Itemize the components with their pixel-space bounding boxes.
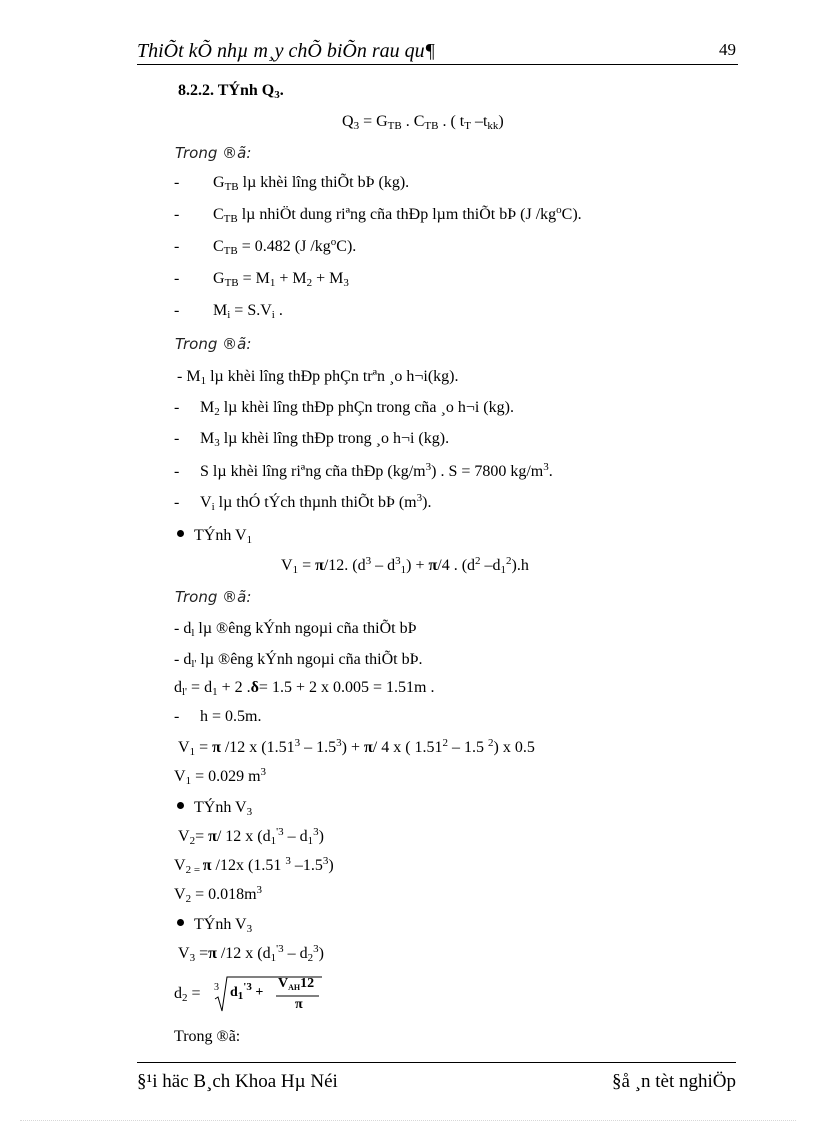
calc-dl-prime: $d_{l'} = d_1 + 2$ .δ= 1.5 + 2 x 0.005 = 1.51m . (174, 679, 435, 698)
dash: - (174, 708, 180, 725)
def-h: h = 0.5m. (200, 708, 262, 725)
def-m2: $M_2$ lµ khèi lîng thÐp phÇn trong cña ¸o h¬i (kg). (200, 399, 514, 418)
root-index: 3 (214, 982, 219, 993)
formula-q3: $Q_3 = G_{TB}$ . $C_{TB}$ . ( $t_T$ $-t_{kk}$) (342, 113, 504, 132)
dash: - (174, 270, 180, 287)
dash: - (174, 206, 180, 223)
def-ctb-value: $C_{TB} = 0.482$ (J $/kg^oC$). (213, 236, 357, 257)
calc-v2: $V_{2 =}$ π /12x (1.51 $^3$ $-1.5^3$) (174, 855, 334, 876)
def-dl-prime: - $d_{l'}$ lµ ®êng kÝnh ngoµi cña thiÕt bÞ. (174, 651, 423, 670)
formula-v2: $V_2= \pi/$ 12 x $(d_1^{'3} - d_1^3)$ (178, 826, 324, 847)
dash: - (174, 238, 180, 255)
where-label-2: Trong ®ã: (175, 335, 252, 353)
where-label-1: Trong ®ã: (175, 144, 252, 162)
dash: - (174, 399, 180, 416)
def-gtb: $G_{TB}$ lµ khèi lîng thiÕt bÞ (kg). (213, 174, 410, 193)
calc-v3-heading-b: TÝnh $V_3$ (177, 914, 252, 936)
header-title: ThiÕt kÕ nhµ m¸y chÕ biÕn rau qu¶ (137, 40, 436, 62)
v2-result: $V_2 = 0.018m^3$ (174, 884, 263, 905)
def-ctb: $C_{TB}$ lµ nhiÖt dung riªng cña thÐp lµm thiÕt bÞ (J $/kg^oC$). (213, 204, 582, 225)
footer-project: §å ¸n tèt nghiÖp (611, 1071, 736, 1092)
dash: - (174, 463, 180, 480)
dash: - (174, 430, 180, 447)
calc-v1-heading: TÝnh $V_1$ (177, 525, 252, 547)
def-dl: - $d_l$ lµ ®êng kÝnh ngoµi cña thiÕt bÞ (174, 620, 417, 639)
dash: - (174, 494, 180, 511)
def-s: S lµ khèi lîng riªng cña thÐp $(kg/m^3)$ . S = 7800 $kg/m^3$. (200, 461, 553, 480)
formula-v1: $V_1 = \pi/12$. $(d^3 - d^3_1) + \pi/4$ . ($d^2$ $-d_1^2).h$ (281, 555, 529, 576)
bullet-icon (177, 802, 184, 809)
bullet-icon (177, 919, 184, 926)
section-heading: 8.2.2. TÝnh $Q_3$. (178, 82, 284, 101)
def-mi: $M_i = S.V_i$ . (213, 302, 283, 321)
dash: - (174, 174, 180, 191)
dash: - (174, 302, 180, 319)
document-page: ThiÕt kÕ nhµ m¸y chÕ biÕn rau qu¶ 49 8.2.2. TÝnh $Q_3$. $Q_3 = G_{TB}$ . $C_{TB}$ . ( $t_T$ $-t_{kk}$) Trong ®ã: - $G_{TB}$ lµ khèi lîng thiÕt bÞ (kg). - $C_{TB}$ lµ nhiÖt dung riªng cña thÐp lµm thiÕt bÞ (J $/kg^oC$). - $C_{TB} = 0.482$ (J $/kg^oC$). - $G_{TB} = M_1 + M_2 + M_3$ - $M_i = S.V_i$ . Trong ®ã: - $M_1$ lµ khèi lîng thÐp phÇn trªn ¸o h¬i(kg). - $M_2$ lµ khèi lîng thÐp phÇn trong cña ¸o h¬i (kg). - $M_3$ lµ khèi lîng thÐp trong ¸o h¬i (kg). - S lµ khèi lîng riªng cña thÐp $(kg/m^3)$ . S = 7800 $kg/m^3$. - $V_i$ lµ thÓ tÝch thµnh thiÕt bÞ $(m^3)$. TÝnh $V_1$ $V_1 = \pi/12$. $(d^3 - d^3_1) + \pi/4$ . ($d^2$ $-d_1^2).h$ Trong ®ã: - $d_l$ lµ ®êng kÝnh ngoµi cña thiÕt bÞ - $d_{l'}$ lµ ®êng kÝnh ngoµi cña thiÕt bÞ. $d_{l'} = d_1 + 2$ .δ= 1.5 + 2 x 0.005 = 1.51m . - h = 0.5m. $V_1 = \pi$ /12 x $(1.51^3 - 1.5^3) + \pi/$ 4 x ( 1.51$^2$ – 1.5 $^2$) x 0.5 $V_1 = 0.029$ $m^3$ TÝnh $V_3$ $V_2= \pi/$ 12 x $(d_1^{'3} - d_1^3)$ $V_{2 =}$ π /12x (1.51 $^3$ $-1.5^3$) $V_2 = 0.018m^3$ TÝnh $V_3$ $V_3 =\pi$ /12 x $(d_1^{'3} - d_2^3)$ $d_2$ = 3 $d_1^{'3}$ + $V_{AH}12$ π Trong ®ã: §¹i häc B¸ch Khoa Hµ Néi §å ¸n tèt nghiÖp (0, 0, 816, 1123)
def-m1: - $M_1$ lµ khèi lîng thÐp phÇn trªn ¸o h¬i(kg). (177, 368, 459, 387)
def-m3: $M_3$ lµ khèi lîng thÐp trong ¸o h¬i (kg). (200, 430, 450, 449)
page-footer (137, 1062, 736, 1092)
calc-v1: $V_1 = \pi$ /12 x $(1.51^3 - 1.5^3) + \pi/$ 4 x ( 1.51$^2$ – 1.5 $^2$) x 0.5 (178, 737, 535, 758)
def-vi: $V_i$ lµ thÓ tÝch thµnh thiÕt bÞ $(m^3)$. (200, 492, 432, 513)
formula-v3: $V_3 =\pi$ /12 x $(d_1^{'3} - d_2^3)$ (178, 943, 324, 964)
calc-v3-heading-a: TÝnh $V_3$ (177, 797, 252, 819)
footer-university: §¹i häc B¸ch Khoa Hµ Néi (137, 1071, 338, 1092)
v1-result: $V_1 = 0.029$ $m^3$ (174, 766, 267, 787)
where-label-4: Trong ®ã: (174, 1028, 241, 1045)
page-header (137, 38, 738, 65)
page-number: 49 (719, 40, 736, 59)
page-edge-divider (20, 1120, 796, 1121)
def-gtb-sum: $G_{TB} = M_1 + M_2 + M_3$ (213, 270, 349, 289)
bullet-icon (177, 530, 184, 537)
where-label-3: Trong ®ã: (175, 588, 252, 606)
